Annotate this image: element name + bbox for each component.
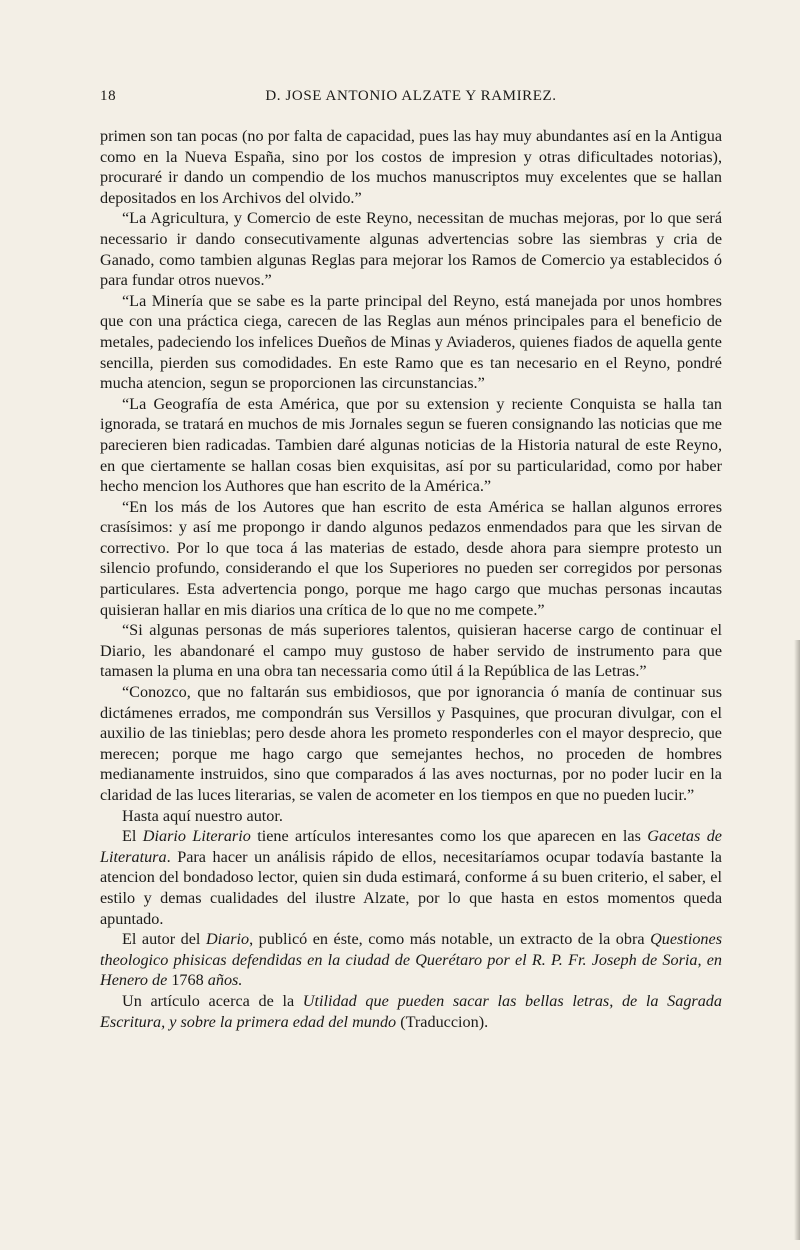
paragraph-embidiosos: “Conozco, que no faltarán sus embidiosos, que por ignorancia ó manía de continuar sus dictámenes errados, me compondrán sus Versillos y Pasquines, que procuran divulgar, con el auxilio de las tinieblas; pero desde ahora les prometo responderles con el mayor desprecio, que merecen; porque me hago cargo que semejantes hechos, no proceden de hombres medianamente instruidos, sino que comparados á las aves nocturnas, por no poder lucir en la claridad de las luces literarias, se valen de acometer en los tiempos en que no pueden lucir.”: [100, 683, 722, 804]
text-run: tiene artículos interesantes como los que aparecen en las: [250, 827, 648, 846]
italic-title: años.: [207, 971, 243, 990]
italic-title: Diario: [205, 930, 250, 949]
text-run: . Para hacer un análisis rápido de ellos, necesitaríamos ocupar todavía bastante la atencion del bondadoso lector, quien sin duda estimará, conforme á su buen criterio, el saber, el estilo y demas cualidades del ilustre Alzate, por lo que hasta en estos momentos queda apuntado.: [100, 847, 722, 928]
paragraph-diario-obra: [100, 929, 722, 991]
running-header: [100, 88, 722, 110]
body-text: [100, 126, 722, 1032]
text-run: Un artículo acerca de la: [122, 991, 303, 1010]
paragraph-hasta-aqui: Hasta aquí nuestro autor.: [122, 806, 283, 825]
page-edge-shadow: [794, 640, 800, 1240]
italic-title: Questiones theologico phisicas defendidas en la ciudad de Querétaro por el R. P. Fr. Joseph de Soria, en Henero de: [100, 930, 722, 990]
text-run: 1768: [167, 971, 208, 990]
paragraph-mineria: “La Minería que se sabe es la parte principal del Reyno, está manejada por unos hombres que con una práctica ciega, carecen de las Reglas aun ménos principales para el beneficio de metales, padeciendo los infelices Dueños de Minas y Aviaderos, quienes fiados de aquella gente sencilla, pierden sus comodidades. En este Ramo que es tan necesario en el Reyno, pondré mucha atencion, segun se proporcionen las circunstancias.”: [100, 291, 722, 393]
paragraph-geografia: “La Geografía de esta América, que por su extension y reciente Conquista se halla tan ignorada, se tratará en muchos de mis Jornales segun se fueren consignando las noticias que me parecieren bien radicadas. Tambien daré algunas noticias de la Historia natural de este Reyno, en que ciertamente se hallan cosas bien exquisitas, así por su particularidad, como por haber hecho mencion los Authores que han escrito de la América.”: [100, 394, 722, 496]
paragraph-autores: “En los más de los Autores que han escrito de esta América se hallan algunos errores crasísimos: y así me propongo ir dando algunos pedazos enmendados para que les sirvan de correctivo. Por lo que toca á las materias de estado, desde ahora para siempre protesto un silencio profundo, considerando el que los Superiores no pueden ser corregidos por personas particulares. Esta advertencia pongo, porque me hago cargo que muchas personas incautas quisieran hallar en mis diarios una crítica de lo que no me compete.”: [100, 497, 722, 619]
text-run: El: [122, 827, 143, 846]
paragraph-talentos: “Si algunas personas de más superiores talentos, quisieran hacerse cargo de continuar el Diario, les abandonaré el campo muy gustoso de haber servido de instrumento para que tamasen la pluma en una obra tan necessaria como útil á la República de las Letras.”: [100, 621, 722, 681]
italic-title: Gacetas de Literatura: [100, 827, 722, 866]
paragraph-articulo: [100, 991, 722, 1032]
paragraph-agricultura: “La Agricultura, y Comercio de este Reyno, necessitan de muchas mejoras, por lo que será necessario ir dando consecutivamente algunas advertencias sobre las siembras y cria de Ganado, como tambien algunas Reglas para mejorar los Ramos de Comercio ya establecidos ó para fundar otros nuevos.”: [100, 209, 722, 290]
running-title: D. JOSE ANTONIO ALZATE Y RAMIREZ.: [265, 88, 557, 104]
paragraph-continuation: primen son tan pocas (no por falta de capacidad, pues las hay muy abundantes así en la Antigua como en la Nueva España, sino por los costos de impresion y otras dificultades notorias), procuraré ir dando un compendio de los muchos manuscriptos muy excelentes que se hallan depositados en los Archivos del olvido.”: [100, 127, 722, 207]
text-run: El autor del: [122, 930, 206, 949]
text-run: (Traduccion).: [396, 1012, 489, 1031]
italic-title: Utilidad que pueden sacar las bellas letras, de la Sagrada Escritura, y sobre la primera edad del mundo: [100, 991, 722, 1031]
page-number: 18: [100, 88, 117, 104]
text-run: , publicó en éste, como más notable, un extracto de la obra: [249, 930, 651, 949]
paragraph-diario-literario: [100, 826, 722, 929]
italic-title: Diario Literario: [142, 827, 251, 846]
